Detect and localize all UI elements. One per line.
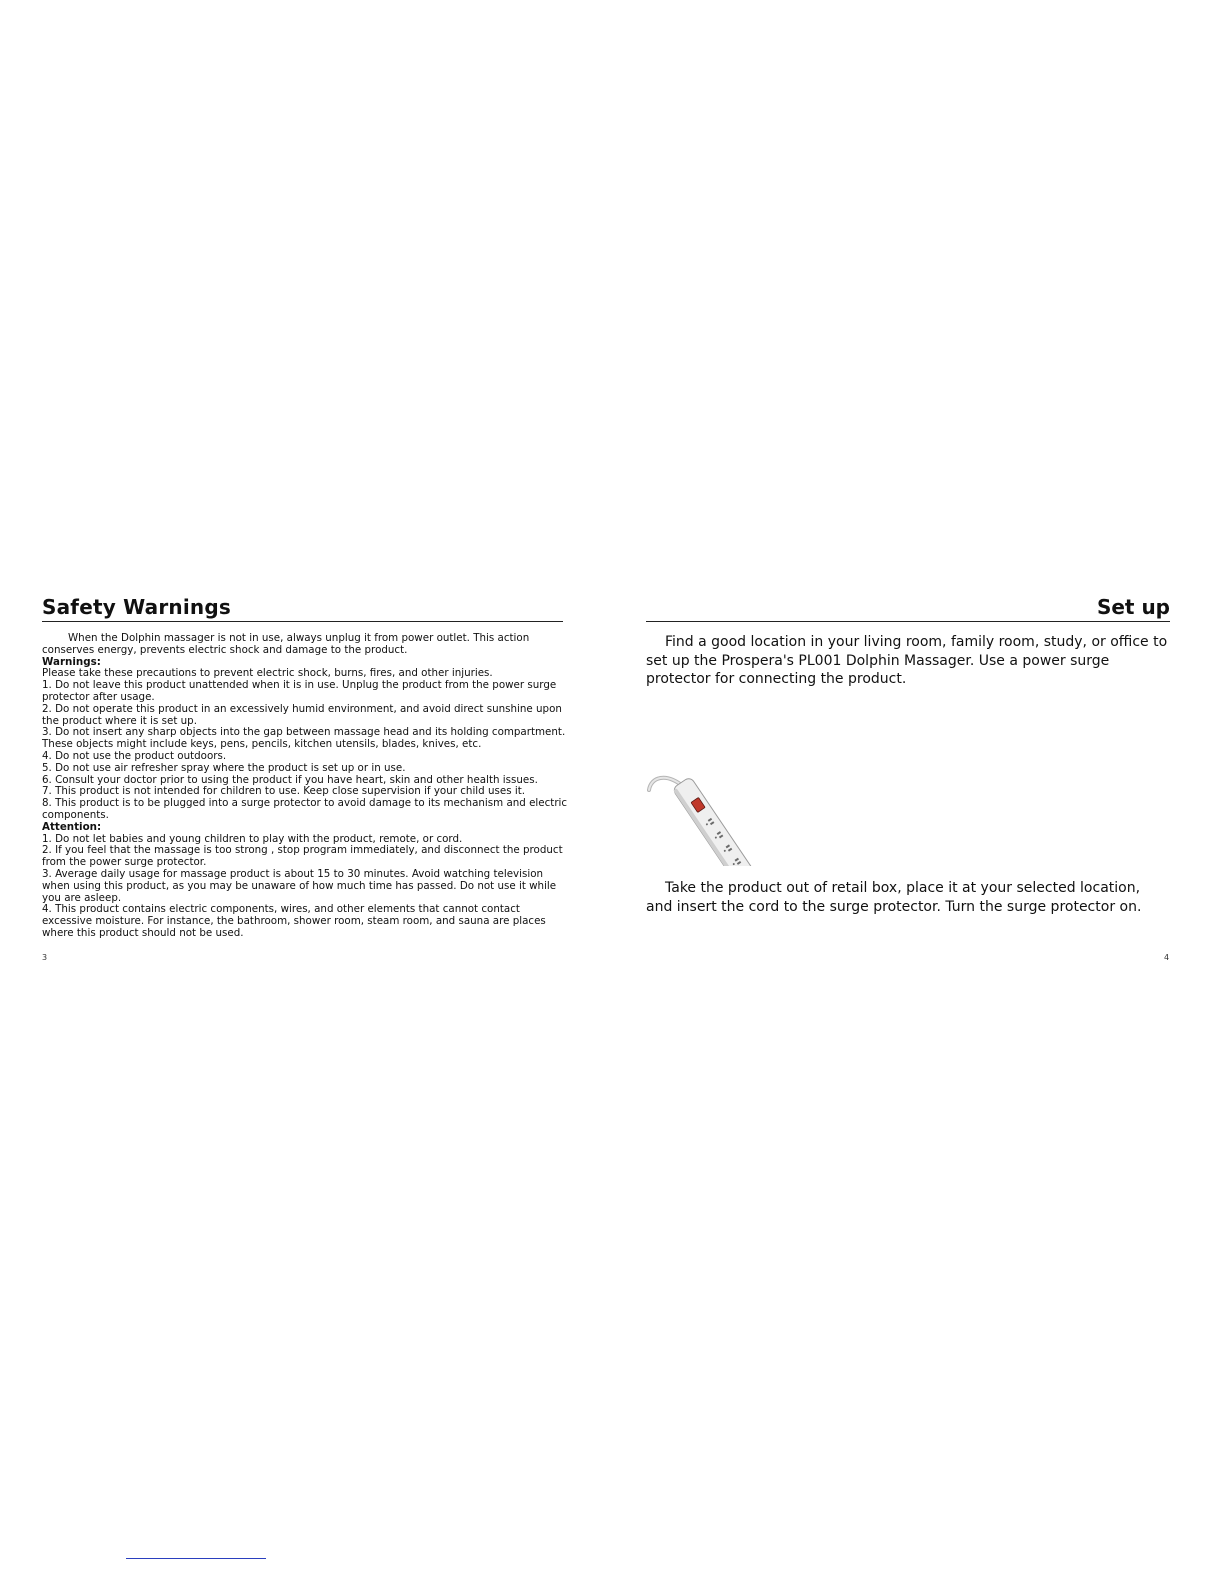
setup-paragraph: Take the product out of retail box, place it at your selected location, and insert the cord to the surge protector. Turn the surge protector on. xyxy=(646,880,1142,915)
warnings-heading: Warnings: xyxy=(42,655,101,668)
right-page xyxy=(646,594,1170,915)
warning-item: 3. Do not insert any sharp objects into the gap between massage head and its holding compartment. These objects might include keys, pens, pencils, kitchen utensils, blades, knives, etc. xyxy=(42,726,566,751)
page-number: 3 xyxy=(42,953,48,962)
left-page xyxy=(42,594,569,940)
warning-item: 8. This product is to be plugged into a surge protector to avoid damage to its mechanism and electric components. xyxy=(42,797,568,821)
warning-item: 4. Do not use the product outdoors. xyxy=(42,749,227,762)
page-number: 4 xyxy=(1164,953,1170,962)
warning-item: 1. Do not leave this product unattended when it is in use. Unplug the product from the power surge protector after usage. xyxy=(42,679,557,703)
setup-paragraph: Find a good location in your living room, family room, study, or office to set up the Prospera's PL001 Dolphin Massager. Use a power surge protector for connecting the product. xyxy=(646,634,1168,687)
intro-paragraph: When the Dolphin massager is not in use, always unplug it from power outlet. This action conserves energy, prevents electric shock and damage to the product. xyxy=(42,632,530,656)
page-title: Safety Warnings xyxy=(42,594,563,622)
attention-item: 1. Do not let babies and young children to play with the product, remote, or cord. xyxy=(42,832,463,845)
warning-item: 2. Do not operate this product in an excessively humid environment, and avoid direct sunshine upon the product where it is set up. xyxy=(42,702,562,727)
power-strip-icon xyxy=(646,732,806,866)
warning-item: 5. Do not use air refresher spray where the product is set up or in use. xyxy=(42,761,406,774)
safety-text xyxy=(42,633,569,940)
warning-item: 6. Consult your doctor prior to using the product if you have heart, skin and other health issues. xyxy=(42,773,538,786)
attention-item: 4. This product contains electric components, wires, and other elements that cannot contact excessive moisture. For instance, the bathroom, shower room, steam room, and sauna are places where this product should not be used. xyxy=(42,903,546,939)
page-title: Set up xyxy=(646,594,1170,622)
attention-item: 2. If you feel that the massage is too strong , stop program immediately, and disconnect the product from the power surge protector. xyxy=(42,844,563,869)
footer-rule xyxy=(126,1558,266,1559)
attention-item: 3. Average daily usage for massage product is about 15 to 30 minutes. Avoid watching television when using this product, as you may be unaware of how much time has passed. Do not use it while you are asleep. xyxy=(42,867,557,904)
warning-item: 7. This product is not intended for children to use. Keep close supervision if your child uses it. xyxy=(42,785,526,798)
attention-heading: Attention: xyxy=(42,820,102,833)
warnings-lead: Please take these precautions to prevent electric shock, burns, fires, and other injuries. xyxy=(42,667,493,680)
